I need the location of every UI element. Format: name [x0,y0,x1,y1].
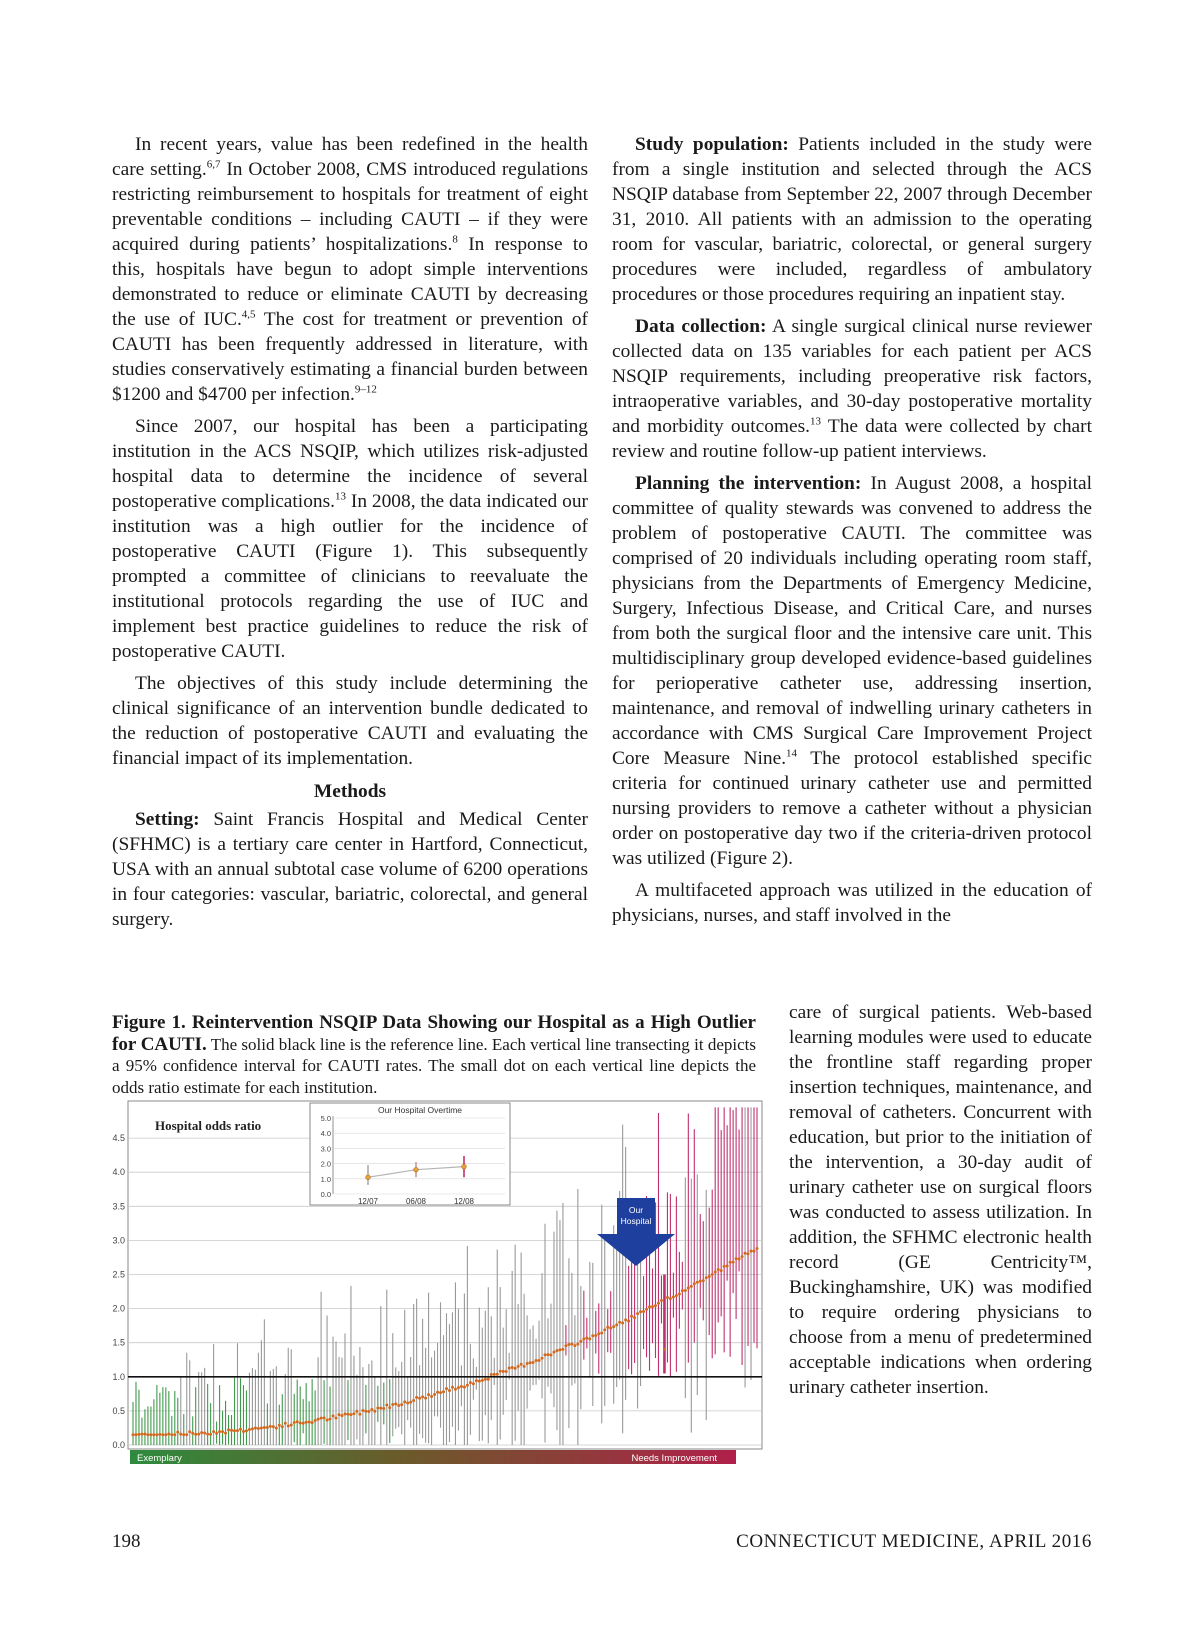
odds-ratio-point [442,1390,445,1393]
gradient-left-label: Exemplary [137,1453,182,1464]
odds-ratio-point [346,1413,349,1416]
odds-ratio-point [478,1380,481,1383]
odds-ratio-point [529,1361,532,1364]
odds-ratio-point [206,1433,209,1436]
citation: 9–12 [354,383,377,396]
odds-ratio-point [406,1402,409,1405]
odds-ratio-point [293,1421,296,1424]
y-tick-label: 3.5 [112,1201,125,1212]
odds-ratio-point [532,1361,535,1364]
odds-ratio-point [514,1367,517,1370]
y-tick-label: 2.5 [112,1269,125,1280]
odds-ratio-point [463,1386,466,1389]
odds-ratio-point [221,1430,224,1433]
odds-ratio-point [287,1424,290,1427]
odds-ratio-point [690,1285,693,1288]
odds-ratio-point [672,1296,675,1299]
odds-ratio-point [197,1433,200,1436]
odds-ratio-point [558,1348,561,1351]
odds-ratio-point [317,1418,320,1421]
odds-ratio-point [233,1429,236,1432]
odds-ratio-point [615,1323,618,1326]
odds-ratio-point [681,1289,684,1292]
odds-ratio-point [490,1373,493,1376]
odds-ratio-point [750,1250,753,1253]
odds-ratio-point [385,1403,388,1406]
odds-ratio-point [564,1344,567,1347]
odds-ratio-point [364,1410,367,1413]
inset-title: Our Hospital Overtime [377,1105,463,1115]
odds-ratio-point [466,1384,469,1387]
odds-ratio-point [741,1255,744,1258]
odds-ratio-point [693,1282,696,1285]
data-collection-paragraph: Data collection: A single surgical clinical nurse reviewer collected data on 135 variables for each patient per ACS NSQIP requirements, including preoperative risk factors, intraoperative variables, and 30-day postoperative mortality and morbidity outcomes.$^{13}$ The data were collected by chart review and routine follow-up patient interviews. [612,316,1092,462]
inset-x-tick-label: 06/08 [405,1197,427,1206]
odds-ratio-point [624,1318,627,1321]
odds-ratio-point [597,1332,600,1335]
right-column [612,132,1092,935]
odds-ratio-point [609,1327,612,1330]
study-population-paragraph: Study population: Patients included in the study were from a single institution and selected through the ACS NSQIP database from September 22, 2007 through December 31, 2010. All patients with an admission to the operating room for vascular, bariatric, colorectal, or general surgery procedures were included, regardless of ambulatory procedures or those procedures requiring an inpatient stay. [612,134,1092,305]
odds-ratio-point [329,1418,332,1421]
inset-y-tick-label: 0.0 [320,1190,331,1199]
inset-y-tick-label: 3.0 [320,1144,331,1154]
odds-ratio-point [203,1431,206,1434]
odds-ratio-point [493,1373,496,1376]
odds-ratio-point [191,1432,194,1435]
odds-ratio-point [355,1410,358,1413]
inset-chart [310,1103,510,1206]
odds-ratio-point [499,1370,502,1373]
odds-ratio-point [594,1334,597,1337]
odds-ratio-point [720,1269,723,1272]
odds-ratio-point [585,1336,588,1339]
citation: 4,5 [241,308,256,321]
odds-ratio-point [373,1410,376,1413]
odds-ratio-point [248,1428,251,1431]
odds-ratio-point [269,1425,272,1428]
odds-ratio-point [576,1343,579,1346]
odds-ratio-point [708,1275,711,1278]
study-population-head: Study population: [635,134,789,155]
odds-ratio-point [756,1247,759,1250]
odds-ratio-point [460,1385,463,1388]
odds-ratio-point [660,1299,663,1302]
odds-ratio-point [502,1370,505,1373]
odds-ratio-point [723,1265,726,1268]
chart-title: Hospital odds ratio [155,1118,262,1133]
odds-ratio-point [290,1424,293,1427]
odds-ratio-point [424,1397,427,1400]
odds-ratio-point [600,1332,603,1335]
odds-ratio-point [547,1353,550,1356]
odds-ratio-point [212,1430,215,1433]
odds-ratio-point [639,1310,642,1313]
odds-ratio-point [612,1325,615,1328]
odds-ratio-point [496,1373,499,1376]
odds-ratio-point [415,1396,418,1399]
odds-ratio-point [702,1279,705,1282]
odds-ratio-point [349,1413,352,1416]
odds-ratio-point [421,1395,424,1398]
odds-ratio-point [735,1257,738,1260]
odds-ratio-point [305,1421,308,1424]
y-tick-label: 0.5 [112,1405,125,1416]
odds-ratio-point [648,1305,651,1308]
page-number: 198 [112,1531,141,1552]
figure-1-chart [105,1100,763,1480]
y-tick-label: 4.0 [112,1167,125,1178]
odds-ratio-point [705,1276,708,1279]
odds-ratio-point [200,1431,203,1434]
odds-ratio-point [439,1391,442,1394]
odds-ratio-point [358,1413,361,1416]
odds-ratio-point [603,1328,606,1331]
odds-ratio-point [209,1433,212,1436]
setting-paragraph: Setting: Saint Francis Hospital and Medical Center (SFHMC) is a tertiary care center in Hartford, Connecticut, USA with an annual subtotal case volume of 6200 operations in four categories: vascular, bariatric, colorectal, and general surgery. [112,809,588,930]
odds-ratio-point [714,1271,717,1274]
odds-ratio-point [696,1281,699,1284]
y-tick-label: 4.5 [112,1133,125,1144]
odds-ratio-point [591,1334,594,1337]
odds-ratio-point [412,1399,415,1402]
odds-ratio-point [176,1431,179,1434]
odds-ratio-point [137,1433,140,1436]
odds-ratio-point [544,1353,547,1356]
citation: 13 [334,490,346,503]
odds-ratio-point [388,1406,391,1409]
odds-ratio-point [146,1433,149,1436]
odds-ratio-point [711,1273,714,1276]
odds-ratio-point [376,1406,379,1409]
odds-ratio-point [475,1379,478,1382]
odds-ratio-point [651,1305,654,1308]
odds-ratio-point [323,1416,326,1419]
odds-ratio-point [335,1416,338,1419]
our-hospital-label-line2: Hospital [620,1216,652,1226]
inset-point [414,1167,419,1172]
odds-ratio-point [454,1388,457,1391]
methods-heading: Methods [313,781,387,802]
inset-y-tick-label: 1.0 [320,1174,331,1184]
odds-ratio-point [744,1252,747,1255]
citation: 13 [810,415,822,428]
citation: 8 [452,233,458,246]
odds-ratio-point [657,1302,660,1305]
odds-ratio-point [487,1378,490,1381]
odds-ratio-point [633,1316,636,1319]
education-paragraph-start: A multifaceted approach was utilized in the education of physicians, nurses, and staff involved in the [612,880,1092,926]
odds-ratio-point [239,1428,242,1431]
odds-ratio-point [343,1413,346,1416]
odds-ratio-point [726,1264,729,1267]
odds-ratio-point [588,1337,591,1340]
odds-ratio-point [523,1365,526,1368]
odds-ratio-point [573,1344,576,1347]
odds-ratio-point [236,1429,239,1432]
odds-ratio-point [370,1408,373,1411]
odds-ratio-point [561,1348,564,1351]
odds-ratio-point [170,1433,173,1436]
odds-ratio-point [134,1433,137,1436]
odds-ratio-point [517,1365,520,1368]
odds-ratio-point [675,1294,678,1297]
odds-ratio-point [140,1433,143,1436]
odds-ratio-point [570,1343,573,1346]
odds-ratio-point [472,1382,475,1385]
odds-ratio-point [278,1424,281,1427]
odds-ratio-point [457,1386,460,1389]
odds-ratio-point [161,1433,164,1436]
planning-head: Planning the intervention: [635,473,862,494]
odds-ratio-point [654,1304,657,1307]
odds-ratio-point [367,1410,370,1413]
odds-ratio-point [296,1420,299,1423]
odds-ratio-point [257,1427,260,1430]
odds-ratio-point [445,1387,448,1390]
inset-y-tick-label: 4.0 [320,1129,331,1139]
inset-y-tick-label: 2.0 [320,1159,331,1169]
odds-ratio-point [230,1429,233,1432]
odds-ratio-point [164,1433,167,1436]
odds-ratio-point [409,1401,412,1404]
odds-ratio-point [299,1422,302,1425]
figure-caption-title: Figure 1. Reintervention NSQIP Data Showing our Hospital as a High Outlier for CAUTI. [112,1012,756,1055]
odds-ratio-point [747,1252,750,1255]
citation: 6,7 [206,158,221,171]
y-axis-ticks [112,1133,125,1450]
intro-paragraph-3: The objectives of this study include determining the clinical significance of an intervention bundle dedicated to the reduction of postoperative CAUTI and evaluating the financial impact of its implementation. [112,673,588,769]
odds-ratio-point [448,1389,451,1392]
odds-ratio-point [394,1402,397,1405]
odds-ratio-point [314,1419,317,1422]
inset-y-tick-label: 5.0 [320,1114,331,1123]
odds-ratio-point [149,1433,152,1436]
odds-ratio-point [400,1403,403,1406]
intro-paragraph-2: Since 2007, our hospital has been a participating institution in the ACS NSQIP, which utilizes risk-adjusted hospital data to determine the incidence of several postoperative complications.$^{13}$ In 2008, the data indicated our institution was a high outlier for the incidence of postoperative CAUTI (Figure 1). This subsequently prompted a committee of clinicians to reevaluate the institutional protocols regarding the use of IUC and implement best practice guidelines to reduce the risk of postoperative CAUTI. [112,416,588,662]
odds-ratio-point [636,1312,639,1315]
odds-ratio-point [379,1407,382,1410]
figure-caption-text: The solid black line is the reference line. Each vertical line transecting it depicts a 95% confidence interval for CAUTI rates. The small dot on each vertical line depicts the odds ratio estimate for each institution. [112,1034,756,1097]
odds-ratio-point [549,1353,552,1356]
odds-ratio-point [436,1391,439,1394]
odds-ratio-point [469,1381,472,1384]
odds-ratio-point [185,1433,188,1436]
y-tick-label: 0.0 [112,1440,125,1450]
odds-ratio-point [687,1287,690,1290]
odds-ratio-point [669,1297,672,1300]
our-hospital-label-line1: Our [628,1205,644,1215]
odds-ratio-point [254,1426,257,1429]
odds-ratio-point [382,1407,385,1410]
right-column-wrap [789,1000,1092,1407]
odds-ratio-point [753,1250,756,1253]
odds-ratio-point [215,1432,218,1435]
odds-ratio-point [520,1363,523,1366]
y-tick-label: 2.0 [112,1303,125,1314]
odds-ratio-point [541,1357,544,1360]
odds-ratio-point [326,1419,329,1422]
odds-ratio-point [511,1366,514,1369]
odds-ratio-point [630,1315,633,1318]
y-tick-label: 3.0 [112,1235,125,1246]
odds-ratio-point [433,1393,436,1396]
inset-x-tick-label: 12/08 [453,1197,475,1206]
left-column [112,132,588,939]
journal-footer: CONNECTICUT MEDICINE, APRIL 2016 [736,1531,1092,1552]
y-tick-label: 1.0 [112,1371,125,1382]
odds-ratio-point [227,1428,230,1431]
odds-ratio-point [732,1261,735,1264]
odds-ratio-point [481,1379,484,1382]
odds-ratio-point [281,1425,284,1428]
odds-ratio-point [320,1417,323,1420]
education-paragraph-continued: care of surgical patients. Web-based learning modules were used to educate the frontline staff regarding proper insertion techniques, maintenance, and removal of catheters. Concurrent with education, but prior to the initiation of the intervention, a 30-day audit of urinary catheter use on surgical floors was conducted to assess utilization. In addition, the SFHMC electronic health record (GE Centricity™, Buckinghamshire, UK) was modified to require ordering physicians to choose from a menu of predetermined acceptable indications when ordering urinary catheter insertion. [789,1002,1092,1398]
odds-ratio-point [717,1268,720,1271]
odds-ratio-point [484,1378,487,1381]
figure-caption [112,1012,756,1098]
odds-ratio-point [666,1296,669,1299]
odds-ratio-point [403,1400,406,1403]
odds-ratio-point [538,1359,541,1362]
odds-ratio-point [308,1420,311,1423]
odds-ratio-point [678,1292,681,1295]
odds-ratio-point [645,1308,648,1311]
odds-ratio-point [579,1340,582,1343]
citation: 14 [786,747,798,760]
odds-ratio-point [618,1321,621,1324]
odds-ratio-point [251,1427,254,1430]
odds-ratio-point [284,1422,287,1425]
odds-ratio-point [451,1386,454,1389]
odds-ratio-point [684,1289,687,1292]
odds-ratio-point [179,1433,182,1436]
odds-ratio-point [508,1367,511,1370]
odds-ratio-point [143,1433,146,1436]
intro-paragraph-1: In recent years, value has been redefined in the health care setting.$^{6,7}$ In October 2008, CMS introduced regulations restricting reimbursement to hospitals for treatment of eight preventable conditions – including CAUTI – if they were acquired during patients’ hospitalizations.$^8$ In response to this, hospitals have begun to adopt simple interventions demonstrated to reduce or eliminate CAUTI by decreasing the use of IUC.$^{4,5}$ The cost for treatment or prevention of CAUTI has been frequently addressed in literature, with studies conservatively estimating a financial burden between $1200 and $4700 per infection.$^{9-12}$ [112,134,589,405]
odds-ratio-point [397,1404,400,1407]
data-collection-head: Data collection: [635,316,767,337]
odds-ratio-point [167,1432,170,1435]
y-tick-label: 1.5 [112,1337,125,1348]
odds-ratio-point [418,1397,421,1400]
odds-ratio-point [555,1349,558,1352]
inset-point [462,1164,467,1169]
planning-paragraph: Planning the intervention: In August 2008, a hospital committee of quality stewards was convened to address the problem of postoperative CAUTI. The committee was comprised of 20 individuals including operating room staff, physicians from the Departments of Emergency Medicine, Surgery, Infectious Disease, and Critical Care, and nurses from both the surgical floor and the intensive care unit. This multidisciplinary group developed evidence-based guidelines for perioperative catheter use, addressing insertion, maintenance, and removal of indwelling urinary catheters in accordance with CMS Surgical Care Improvement Project Core Measure Nine.$^{14}$ The protocol established specific criteria for continued urinary catheter use and permitted nursing providers to remove a catheter without a physician order on postoperative day two if the criteria-driven protocol was utilized (Figure 2). [612,473,1093,869]
odds-ratio-point [332,1414,335,1417]
odds-ratio-point [391,1403,394,1406]
odds-ratio-point [582,1338,585,1341]
odds-ratio-point [338,1413,341,1416]
odds-ratio-point [526,1362,529,1365]
odds-ratio-point [642,1310,645,1313]
odds-ratio-point [505,1370,508,1373]
odds-ratio-point [340,1414,343,1417]
odds-ratio-point [311,1421,314,1424]
odds-ratio-point [173,1433,176,1436]
odds-ratio-point [152,1433,155,1436]
odds-ratio-point [302,1422,305,1425]
odds-ratio-point [182,1433,185,1436]
odds-ratio-point [132,1433,135,1436]
odds-ratio-point [224,1432,227,1435]
odds-ratio-point [218,1430,221,1433]
odds-ratio-point [361,1409,364,1412]
odds-ratio-point [272,1425,275,1428]
odds-ratio-point [155,1433,158,1436]
odds-ratio-point [266,1426,269,1429]
odds-ratio-point [427,1393,430,1396]
odds-ratio-point [275,1427,278,1430]
gradient-right-label: Needs Improvement [631,1453,717,1464]
odds-ratio-point [158,1433,161,1436]
odds-ratio-point [627,1320,630,1323]
inset-x-tick-label: 12/07 [357,1197,379,1206]
odds-ratio-point [430,1395,433,1398]
odds-ratio-point [552,1351,555,1354]
odds-ratio-point [535,1359,538,1362]
odds-ratio-point [242,1430,245,1433]
inset-frame [310,1103,510,1205]
odds-ratio-point [567,1343,570,1346]
inset-point [366,1175,371,1180]
odds-ratio-point [263,1426,266,1429]
setting-run-in-head: Setting: [135,809,200,830]
odds-ratio-point [194,1433,197,1436]
odds-ratio-point [729,1261,732,1264]
odds-ratio-point [352,1412,355,1415]
odds-ratio-point [245,1429,248,1432]
odds-ratio-point [260,1427,263,1430]
odds-ratio-point [188,1430,191,1433]
odds-ratio-point [606,1326,609,1329]
odds-ratio-point [621,1321,624,1324]
odds-ratio-point [699,1280,702,1283]
odds-ratio-point [663,1348,666,1351]
odds-ratio-point [738,1257,741,1260]
